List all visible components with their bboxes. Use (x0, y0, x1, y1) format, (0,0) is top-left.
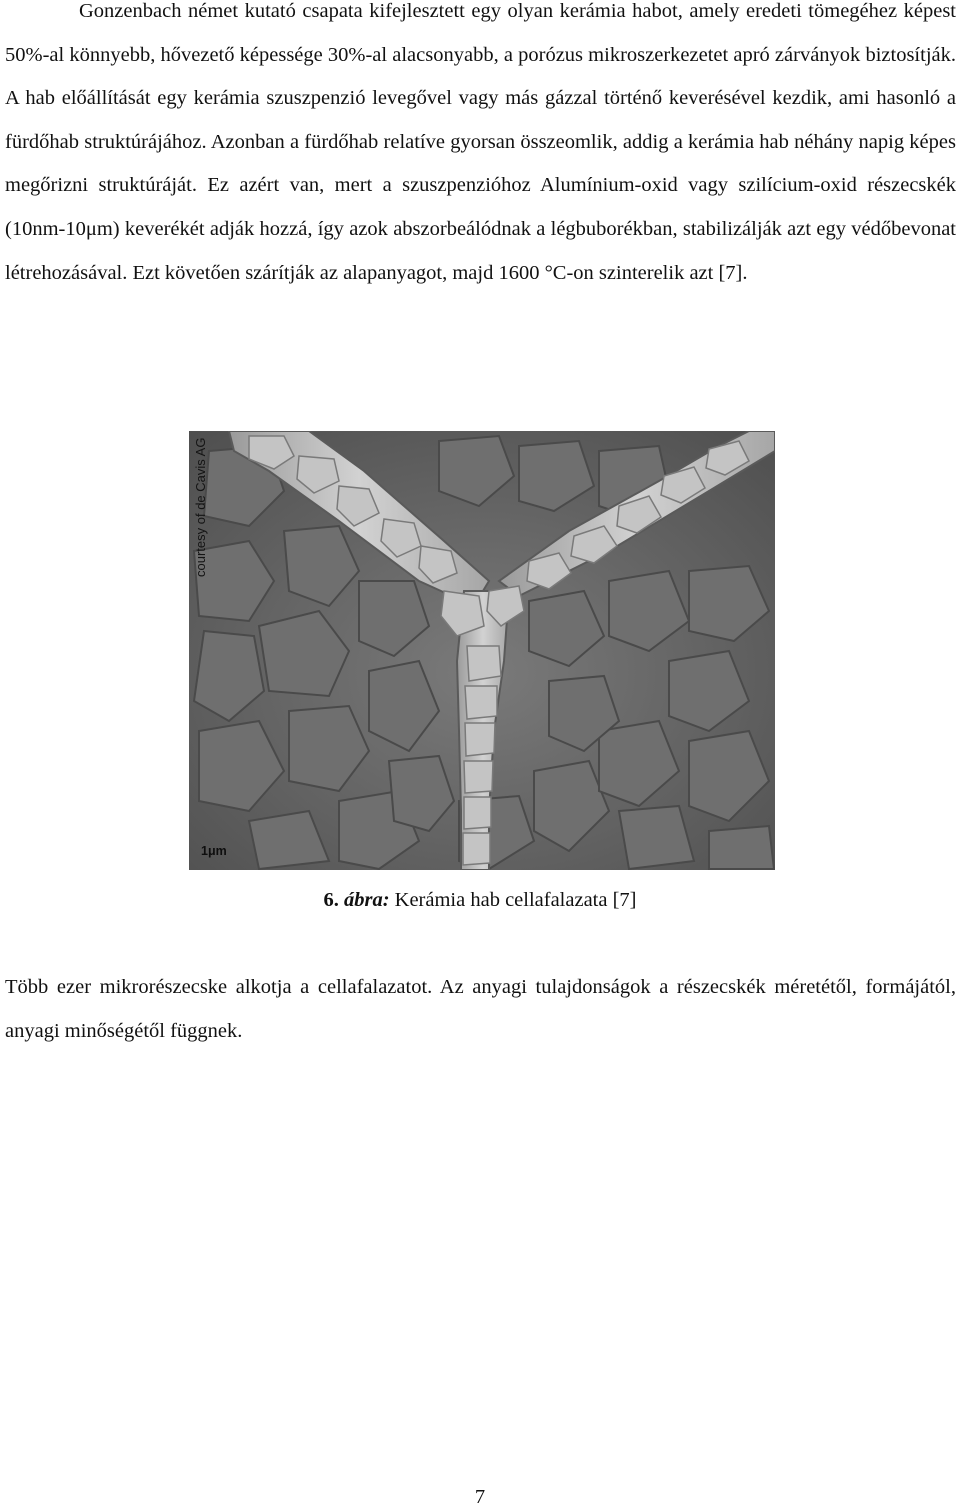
sem-micrograph (189, 431, 775, 870)
figure-caption (0, 885, 960, 915)
paragraph-intro: Gonzenbach német kutató csapata kifejlesztett egy olyan kerámia habot, amely eredeti tömegéhez képest 50%-al könnyebb, hővezető képessége 30%-al alacsonyabb, a porózus mikroszerkezetet apró zárványok biztosítják. A hab előállítását egy kerámia szuszpenzió levegővel vagy más gázzal történő keverésével kezdik, ami hasonló a fürdőhab struktúrájához. Azonban a fürdőhab relatíve gyorsan összeomlik, addig a kerámia hab néhány napig képes megőrizni struktúráját. Ez azért van, mert a szuszpenzióhoz Alumínium-oxid vagy szilícium-oxid részecskék (10nm-10μm) keverékét adják hozzá, így azok abszorbeálódnak a légbuborékban, stabilizálják azt egy védőbevonat létrehozásával. Ezt követően szárítják az alapanyagot, majd 1600 °C-on szinterelik azt [7]. (5, 0, 956, 284)
paragraph-cell-wall: Több ezer mikrorészecske alkotja a cellafalazatot. Az anyagi tulajdonságok a részecskék méretétől, formájától, anyagi minőségétől függnek. (5, 976, 956, 1042)
scale-bar-label: 1μm (201, 844, 227, 858)
figure-caption-text: Kerámia hab cellafalazata [7] (394, 889, 637, 911)
page-number: 7 (474, 1486, 486, 1508)
image-credit: courtesy of de Cavis AG (193, 437, 208, 577)
figure-number: 6. (323, 889, 339, 911)
figure-label: ábra: (343, 889, 390, 911)
